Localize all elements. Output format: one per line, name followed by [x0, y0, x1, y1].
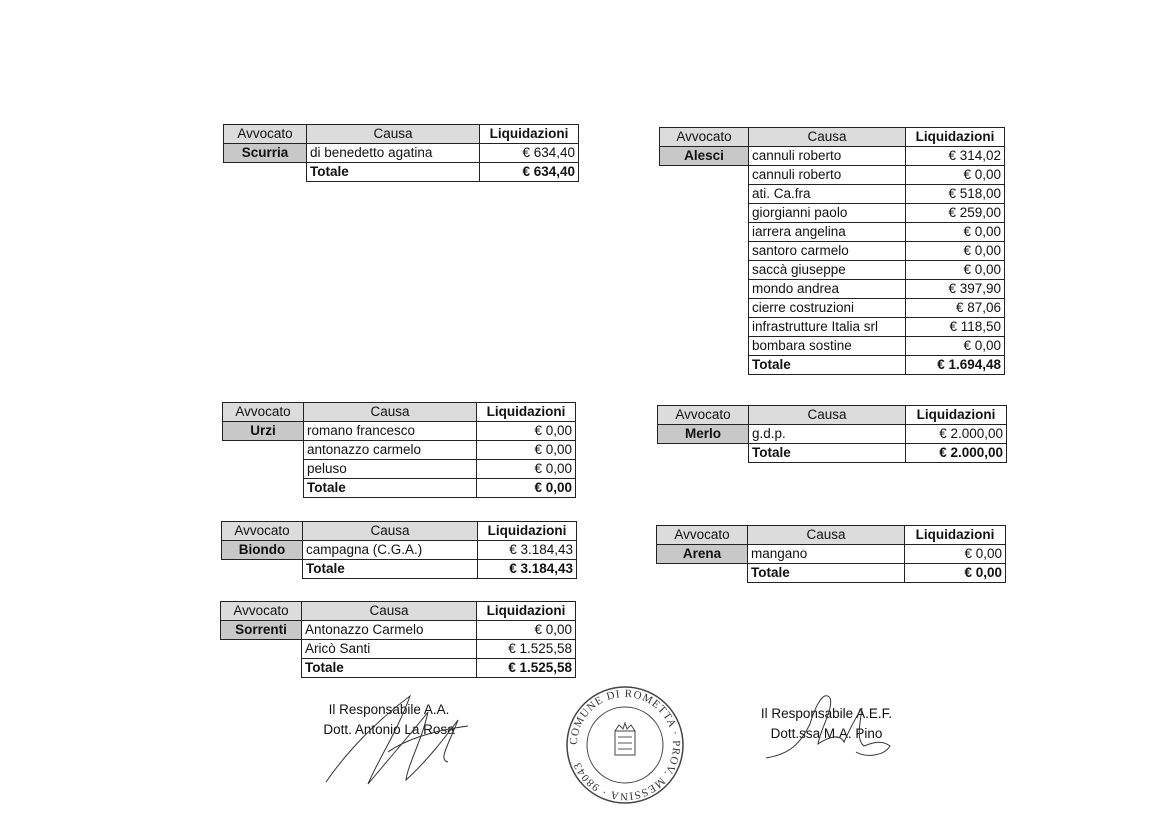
importo-cell: € 0,00	[477, 460, 576, 479]
importo-cell: € 634,40	[480, 144, 579, 163]
handwritten-signature-right	[760, 684, 900, 764]
causa-cell: ati. Ca.fra	[749, 185, 906, 204]
total-label: Totale	[749, 356, 906, 375]
total-value: € 0,00	[905, 564, 1006, 583]
avvocato-name: Arena	[657, 545, 748, 564]
causa-cell: Aricò Santi	[302, 640, 477, 659]
importo-cell: € 87,06	[906, 299, 1005, 318]
header-causa: Causa	[749, 128, 906, 147]
signature-name: Dott.ssa M.A. Pino	[770, 726, 883, 741]
total-value: € 3.184,43	[478, 560, 577, 579]
header-causa: Causa	[304, 403, 477, 422]
importo-cell: € 0,00	[477, 422, 576, 441]
causa-cell: peluso	[304, 460, 477, 479]
importo-cell: € 259,00	[906, 204, 1005, 223]
total-label: Totale	[302, 659, 477, 678]
total-value: € 1.525,58	[477, 659, 576, 678]
causa-cell: cierre costruzioni	[749, 299, 906, 318]
causa-cell: cannuli roberto	[749, 166, 906, 185]
causa-cell: romano francesco	[304, 422, 477, 441]
causa-cell: infrastrutture Italia srl	[749, 318, 906, 337]
avvocato-name: Biondo	[222, 541, 303, 560]
importo-cell: € 0,00	[906, 242, 1005, 261]
header-avvocato: Avvocato	[658, 406, 749, 425]
causa-cell: santoro carmelo	[749, 242, 906, 261]
total-label: Totale	[304, 479, 477, 498]
causa-cell: Antonazzo Carmelo	[302, 621, 477, 640]
header-avvocato: Avvocato	[222, 522, 303, 541]
total-value: € 0,00	[477, 479, 576, 498]
header-liquidazioni: Liquidazioni	[906, 128, 1005, 147]
avvocato-name: Alesci	[660, 147, 749, 166]
causa-cell: di benedetto agatina	[307, 144, 480, 163]
causa-cell: mondo andrea	[749, 280, 906, 299]
header-avvocato: Avvocato	[660, 128, 749, 147]
importo-cell: € 0,00	[906, 166, 1005, 185]
importo-cell: € 0,00	[477, 441, 576, 460]
causa-cell: saccà giuseppe	[749, 261, 906, 280]
causa-cell: cannuli roberto	[749, 147, 906, 166]
handwritten-signature-left	[318, 690, 478, 790]
svg-text:COMUNE DI ROMETTA · PROV. MESS	[568, 688, 682, 802]
importo-cell: € 0,00	[905, 545, 1006, 564]
header-liquidazioni: Liquidazioni	[478, 522, 577, 541]
header-causa: Causa	[749, 406, 906, 425]
causa-cell: iarrera angelina	[749, 223, 906, 242]
table-scurria	[223, 124, 579, 182]
avvocato-name: Sorrenti	[221, 621, 302, 640]
header-liquidazioni: Liquidazioni	[905, 526, 1006, 545]
header-causa: Causa	[748, 526, 905, 545]
signature-role: Il Responsabile A.E.F.	[760, 706, 893, 721]
importo-cell: € 0,00	[477, 621, 576, 640]
total-value: € 2.000,00	[906, 444, 1007, 463]
causa-cell: g.d.p.	[749, 425, 906, 444]
causa-cell: antonazzo carmelo	[304, 441, 477, 460]
header-causa: Causa	[302, 602, 477, 621]
header-avvocato: Avvocato	[657, 526, 748, 545]
header-avvocato: Avvocato	[224, 125, 307, 144]
header-causa: Causa	[307, 125, 480, 144]
header-avvocato: Avvocato	[221, 602, 302, 621]
avvocato-name: Urzi	[223, 422, 304, 441]
stamp-text: COMUNE DI ROMETTA · PROV. MESSINA · 98043	[567, 687, 683, 803]
table-merlo	[657, 405, 1007, 463]
total-label: Totale	[748, 564, 905, 583]
header-avvocato: Avvocato	[223, 403, 304, 422]
header-liquidazioni: Liquidazioni	[906, 406, 1007, 425]
importo-cell: € 2.000,00	[906, 425, 1007, 444]
causa-cell: bombara sostine	[749, 337, 906, 356]
table-urzi	[222, 402, 576, 498]
importo-cell: € 518,00	[906, 185, 1005, 204]
total-label: Totale	[749, 444, 906, 463]
importo-cell: € 3.184,43	[478, 541, 577, 560]
causa-cell: campagna (C.G.A.)	[303, 541, 478, 560]
table-biondo	[221, 521, 577, 579]
importo-cell: € 1.525,58	[477, 640, 576, 659]
table-arena	[656, 525, 1006, 583]
header-liquidazioni: Liquidazioni	[477, 403, 576, 422]
total-value: € 1.694,48	[906, 356, 1005, 375]
importo-cell: € 118,50	[906, 318, 1005, 337]
causa-cell: mangano	[748, 545, 905, 564]
table-sorrenti	[220, 601, 576, 678]
importo-cell: € 0,00	[906, 337, 1005, 356]
header-liquidazioni: Liquidazioni	[480, 125, 579, 144]
importo-cell: € 0,00	[906, 261, 1005, 280]
total-value: € 634,40	[480, 163, 579, 182]
importo-cell: € 314,02	[906, 147, 1005, 166]
signature-name: Dott. Antonio La Rosa	[323, 722, 455, 737]
total-label: Totale	[303, 560, 478, 579]
signature-role: Il Responsabile A.A.	[328, 702, 450, 717]
avvocato-name: Merlo	[658, 425, 749, 444]
causa-cell: giorgianni paolo	[749, 204, 906, 223]
importo-cell: € 0,00	[906, 223, 1005, 242]
avvocato-name: Scurria	[224, 144, 307, 163]
municipal-stamp	[563, 683, 687, 807]
header-liquidazioni: Liquidazioni	[477, 602, 576, 621]
total-label: Totale	[307, 163, 480, 182]
header-causa: Causa	[303, 522, 478, 541]
importo-cell: € 397,90	[906, 280, 1005, 299]
table-alesci	[659, 127, 1005, 375]
